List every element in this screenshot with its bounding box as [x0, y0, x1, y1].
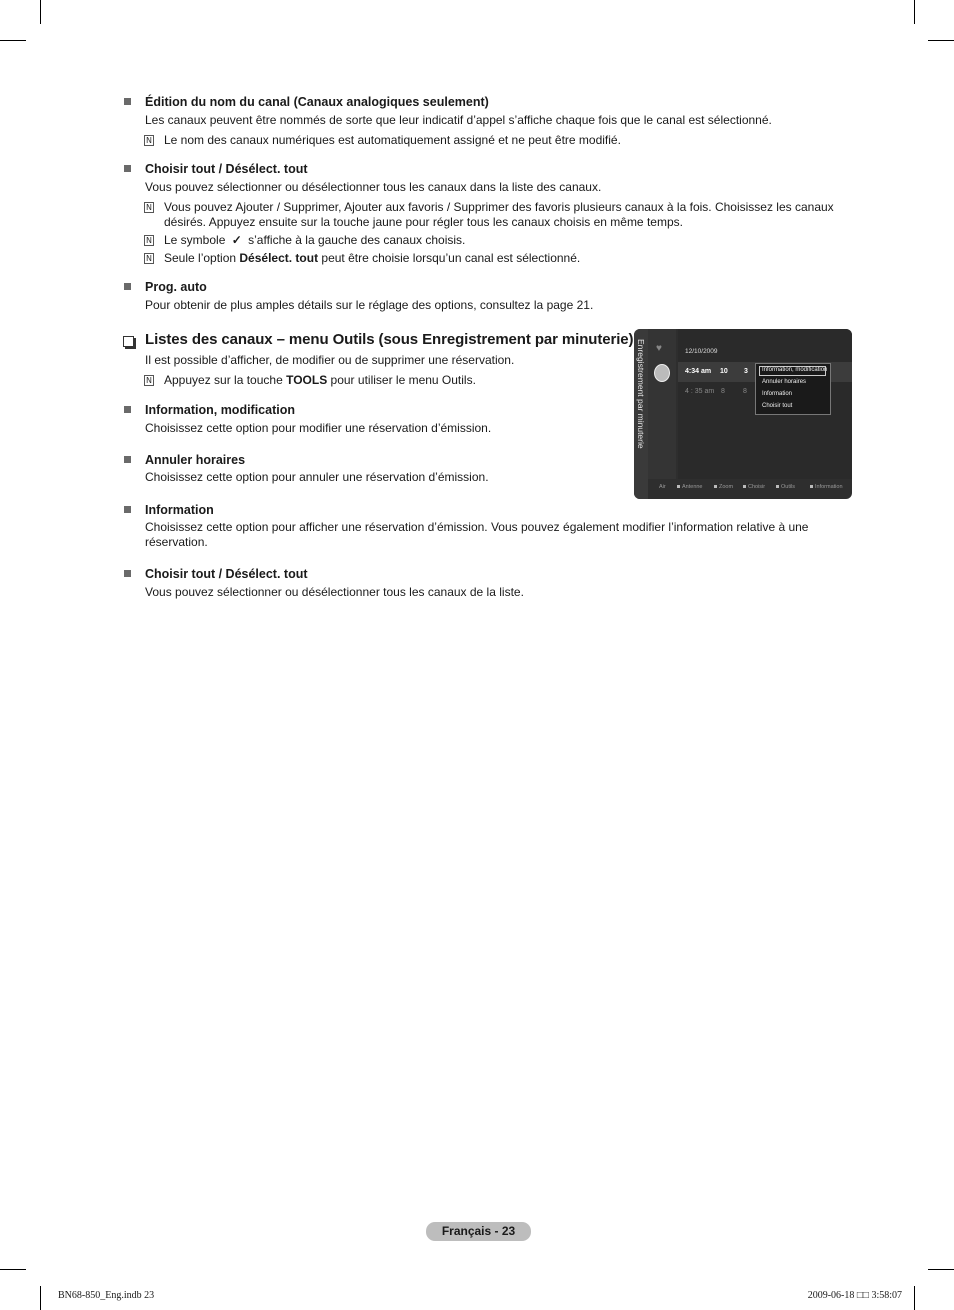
- tv-bottom-select: [743, 484, 765, 490]
- info-icon: [810, 485, 813, 488]
- crop-mark: [928, 1269, 954, 1270]
- print-info-left: BN68-850_Eng.indb 23: [58, 1290, 155, 1301]
- note-icon: N: [144, 135, 154, 146]
- bullet-icon: [124, 98, 131, 105]
- item-heading: Prog. auto: [145, 280, 207, 294]
- bullet-icon: [124, 165, 131, 172]
- tv-menu-item[interactable]: Choisir tout: [762, 403, 793, 409]
- bullet-icon: [124, 406, 131, 413]
- tv-row-channel: 10: [720, 368, 728, 375]
- item-heading: Annuler horaires: [145, 453, 246, 467]
- item-body: Choisissez cette option pour annuler une réservation d’émission.: [145, 470, 489, 484]
- tv-date: 12/10/2009: [685, 348, 718, 355]
- note-text: Le nom des canaux numériques est automatiquement assigné et ne peut être modifié.: [164, 133, 621, 147]
- tv-bottom-tools-label: Outils: [781, 484, 796, 490]
- tv-row-time: 4 : 35 am: [685, 388, 715, 395]
- note-text: [164, 373, 476, 388]
- note-pre: Seule l’option: [164, 251, 240, 265]
- section-title: Listes des canaux – menu Outils (sous Enregistrement par minuterie): [145, 331, 634, 348]
- tools-icon: [776, 485, 779, 488]
- note-post: peut être choisie lorsqu’un canal est sélectionné.: [318, 251, 581, 265]
- note-icon: N: [144, 375, 154, 386]
- globe-icon: [654, 364, 670, 382]
- button-square-icon: [714, 485, 717, 488]
- tv-bottom-info-label: Information: [815, 484, 843, 490]
- page-number-badge: Français - 23: [426, 1222, 531, 1241]
- tv-bottom-antenna-label: Antenne: [682, 484, 703, 490]
- tv-row-num: 3: [744, 368, 748, 375]
- tv-side-title: Enregistrement par minuterie: [636, 339, 646, 449]
- item-body: Les canaux peuvent être nommés de sorte que leur indicatif d’appel s’affiche chaque fois que le canal est sélectionné.: [145, 113, 772, 127]
- tv-screenshot: [634, 329, 852, 499]
- tv-row-num: 8: [743, 388, 747, 395]
- crop-mark: [914, 0, 915, 24]
- note-icon: N: [144, 253, 154, 264]
- tv-row-channel: 8: [721, 388, 725, 395]
- crop-mark: [914, 1286, 915, 1310]
- section-checkbox-icon: [123, 336, 134, 347]
- button-square-icon: [743, 485, 746, 488]
- tv-bottom-antenna: [677, 484, 703, 490]
- note-bold: Désélect. tout: [239, 251, 319, 265]
- tv-tools-menu: [755, 363, 831, 415]
- tv-bottom-air: Air: [659, 484, 666, 490]
- note-text: [164, 233, 465, 248]
- note-icon: N: [144, 235, 154, 246]
- note-icon: N: [144, 202, 154, 213]
- note-pre: Le symbole: [164, 233, 226, 247]
- note-text: [164, 251, 580, 266]
- check-icon: ✓: [231, 233, 242, 247]
- bullet-icon: [124, 283, 131, 290]
- item-heading: Information, modification: [145, 403, 295, 417]
- bullet-icon: [124, 506, 131, 513]
- note-bold: TOOLS: [286, 373, 328, 387]
- item-heading: Information: [145, 503, 214, 517]
- tv-menu-item[interactable]: Information: [762, 391, 793, 397]
- crop-mark: [0, 1269, 26, 1270]
- item-heading: Choisir tout / Désélect. tout: [145, 162, 308, 176]
- item-body: Choisissez cette option pour modifier une réservation d’émission.: [145, 421, 492, 435]
- item-heading: Édition du nom du canal (Canaux analogiques seulement): [145, 95, 489, 109]
- crop-mark: [928, 40, 954, 41]
- item-heading: Choisir tout / Désélect. tout: [145, 567, 308, 581]
- button-square-icon: [677, 485, 680, 488]
- tv-row-time: 4:34 am: [685, 368, 712, 375]
- heart-icon: ♥: [656, 343, 662, 354]
- note-post: pour utiliser le menu Outils.: [327, 373, 476, 387]
- print-info-right: 2009-06-18 □□ 3:58:07: [807, 1290, 902, 1301]
- item-body: Pour obtenir de plus amples détails sur le réglage des options, consultez la page 21.: [145, 298, 594, 312]
- note-pre: Appuyez sur la touche: [164, 373, 287, 387]
- tv-bottom-info: [810, 484, 843, 490]
- note-post: s’affiche à la gauche des canaux choisis.: [248, 233, 466, 247]
- tv-icon-column: [648, 329, 676, 479]
- tv-menu-item[interactable]: Annuler horaires: [762, 379, 807, 385]
- item-body: Choisissez cette option pour afficher une réservation d’émission. Vous pouvez également modifier l’information relative à une réservation.: [145, 520, 809, 549]
- tv-bottom-zoom: [714, 484, 733, 490]
- crop-mark: [0, 40, 26, 41]
- note-text: Vous pouvez Ajouter / Supprimer, Ajouter aux favoris / Supprimer des favoris plusieurs canaux à la fois. Choisissez les canaux désirés. Appuyez ensuite sur la touche jaune pour régler tous les canaux choisis en même temps.: [164, 200, 834, 229]
- crop-mark: [40, 1286, 41, 1310]
- tv-bottom-tools: [776, 484, 795, 490]
- tv-menu-item[interactable]: Information, modification: [762, 367, 828, 373]
- bullet-icon: [124, 570, 131, 577]
- item-body: Vous pouvez sélectionner ou désélectionner tous les canaux dans la liste des canaux.: [145, 180, 602, 194]
- crop-mark: [40, 0, 41, 24]
- tv-bottom-zoom-label: Zoom: [719, 484, 734, 490]
- bullet-icon: [124, 456, 131, 463]
- section-intro: Il est possible d’afficher, de modifier ou de supprimer une réservation.: [145, 353, 515, 367]
- tv-bottom-select-label: Choisir: [748, 484, 766, 490]
- item-body: Vous pouvez sélectionner ou désélectionner tous les canaux de la liste.: [145, 585, 524, 599]
